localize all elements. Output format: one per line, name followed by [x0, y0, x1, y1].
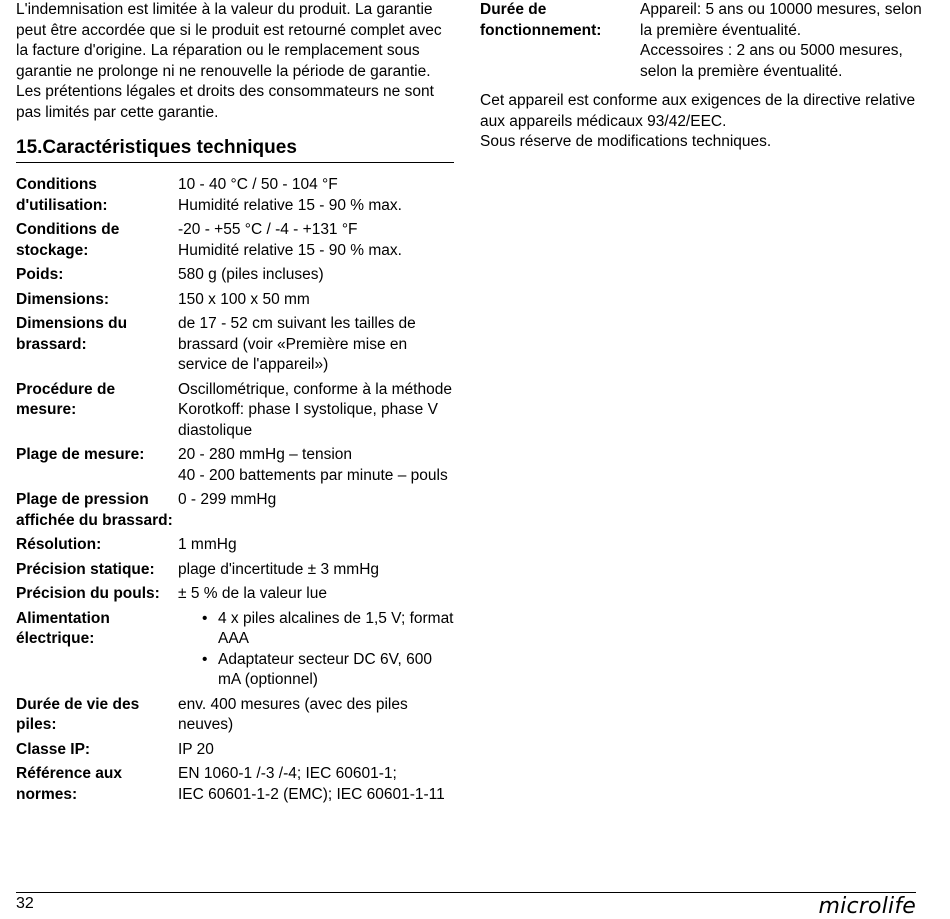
spec-value-line: IEC 60601-1-2 (EMC); IEC 60601-1-11	[178, 785, 445, 803]
spec-bullet-list	[178, 609, 456, 691]
spec-row	[16, 560, 456, 585]
spec-row	[16, 445, 456, 490]
right-column	[480, 0, 925, 153]
spec-value	[178, 764, 456, 809]
spec-value	[178, 560, 456, 585]
specs-table	[16, 175, 456, 809]
warranty-paragraph: L'indemnisation est limitée à la valeur du produit. La garantie peut être accordée que si le produit est retourné complet avec la facture d'origine. La réparation ou le remplacement sous garantie ne prolonge ni ne renouvelle la période de garantie. Les prétentions légales et droits des consommateurs ne sont pas limités par cette garantie.	[16, 1, 442, 121]
spec-value-line: 150 x 100 x 50 mm	[178, 290, 310, 308]
left-column	[16, 0, 454, 809]
spec-value	[178, 535, 456, 560]
spec-label: Conditions de stockage:	[16, 221, 120, 259]
spec-row	[16, 380, 456, 446]
section-heading: 15.Caractéristiques techniques	[16, 136, 454, 163]
right-specs-table	[480, 0, 925, 82]
brand-logo: microlife	[818, 894, 916, 919]
spec-label: Alimentation électrique:	[16, 609, 110, 647]
spec-value-line: env. 400 mesures (avec des piles neuves)	[178, 695, 408, 733]
spec-value	[178, 490, 456, 535]
spec-value	[178, 445, 456, 490]
spec-value-line: 10 - 40 °C / 50 - 104 °F	[178, 176, 338, 193]
spec-row	[16, 584, 456, 609]
spec-value-line: Accessoires : 2 ans ou 5000 mesures, selon la première éventualité.	[640, 42, 903, 80]
spec-label: Poids:	[16, 266, 64, 283]
spec-bullet-item: • Adaptateur secteur DC 6V, 600 mA (optionnel)	[218, 650, 456, 691]
spec-label: Dimensions du brassard:	[16, 315, 128, 353]
spec-row	[16, 764, 456, 809]
spec-value-line: de 17 - 52 cm suivant les tailles de brassard (voir «Première mise en service de l'appareil»)	[178, 315, 416, 373]
spec-value	[178, 265, 456, 290]
spec-label: Durée de vie des piles:	[16, 695, 140, 733]
spec-row	[16, 175, 456, 220]
spec-value-line: -20 - +55 °C / -4 - +131 °F	[178, 221, 358, 238]
spec-row	[16, 265, 456, 290]
spec-label: Dimensions:	[16, 290, 110, 308]
spec-value	[178, 380, 456, 446]
spec-row	[16, 740, 456, 765]
spec-label: Précision du pouls:	[16, 585, 160, 602]
spec-value-line: Humidité relative 15 - 90 % max.	[178, 196, 402, 214]
spec-row	[16, 535, 456, 560]
spec-value	[178, 290, 456, 315]
spec-value-line: Oscillométrique, conforme à la méthode Korotkoff: phase I systolique, phase V diastolique	[178, 380, 452, 439]
spec-value-line: ± 5 % de la valeur lue	[178, 585, 327, 602]
footer-divider	[16, 892, 916, 893]
spec-value-line: 580 g (piles incluses)	[178, 266, 324, 283]
spec-value-line: 20 - 280 mmHg – tension	[178, 446, 353, 463]
spec-row	[16, 490, 456, 535]
modification-notice: Sous réserve de modifications techniques.	[480, 133, 772, 150]
spec-row	[16, 609, 456, 695]
spec-value-line: Appareil: 5 ans ou 10000 mesures, selon la première éventualité.	[640, 1, 922, 39]
spec-label: Classe IP:	[16, 740, 91, 758]
spec-value-line: IP 20	[178, 740, 214, 758]
spec-value	[178, 314, 456, 380]
spec-label: Procédure de mesure:	[16, 380, 116, 418]
spec-value	[178, 740, 456, 765]
spec-row	[16, 314, 456, 380]
spec-label: Précision statique:	[16, 560, 155, 578]
spec-label: Référence aux normes:	[16, 765, 122, 803]
spec-label: Conditions d'utilisation:	[16, 176, 108, 214]
spec-value	[178, 695, 456, 740]
spec-value	[178, 584, 456, 609]
page-number: 32	[16, 895, 34, 912]
spec-row	[16, 220, 456, 265]
spec-value-line: 1 mmHg	[178, 536, 237, 553]
spec-row	[480, 0, 925, 82]
spec-row	[16, 695, 456, 740]
compliance-line: Cet appareil est conforme aux exigences de la directive relative aux appareils médicaux 93/42/EEC.	[480, 92, 916, 130]
spec-value-line: plage d'incertitude ± 3 mmHg	[178, 560, 380, 578]
spec-value	[178, 220, 456, 265]
spec-row	[16, 290, 456, 315]
spec-value-line: 0 - 299 mmHg	[178, 491, 277, 508]
spec-value-line: EN 1060-1 /-3 /-4; IEC 60601-1;	[178, 765, 397, 782]
spec-label: Durée de fonctionnement:	[480, 1, 602, 39]
spec-value	[178, 175, 456, 220]
spec-label: Résolution:	[16, 536, 102, 553]
spec-value	[178, 609, 456, 695]
spec-value-line: 40 - 200 battements par minute – pouls	[178, 466, 448, 484]
spec-value	[640, 0, 925, 82]
spec-bullet-item: • 4 x piles alcalines de 1,5 V; format AAA	[218, 609, 456, 650]
spec-label: Plage de mesure:	[16, 446, 145, 463]
spec-value-line: Humidité relative 15 - 90 % max.	[178, 241, 402, 259]
spec-label: Plage de pression affichée du brassard:	[16, 491, 173, 529]
compliance-paragraph	[480, 91, 925, 153]
